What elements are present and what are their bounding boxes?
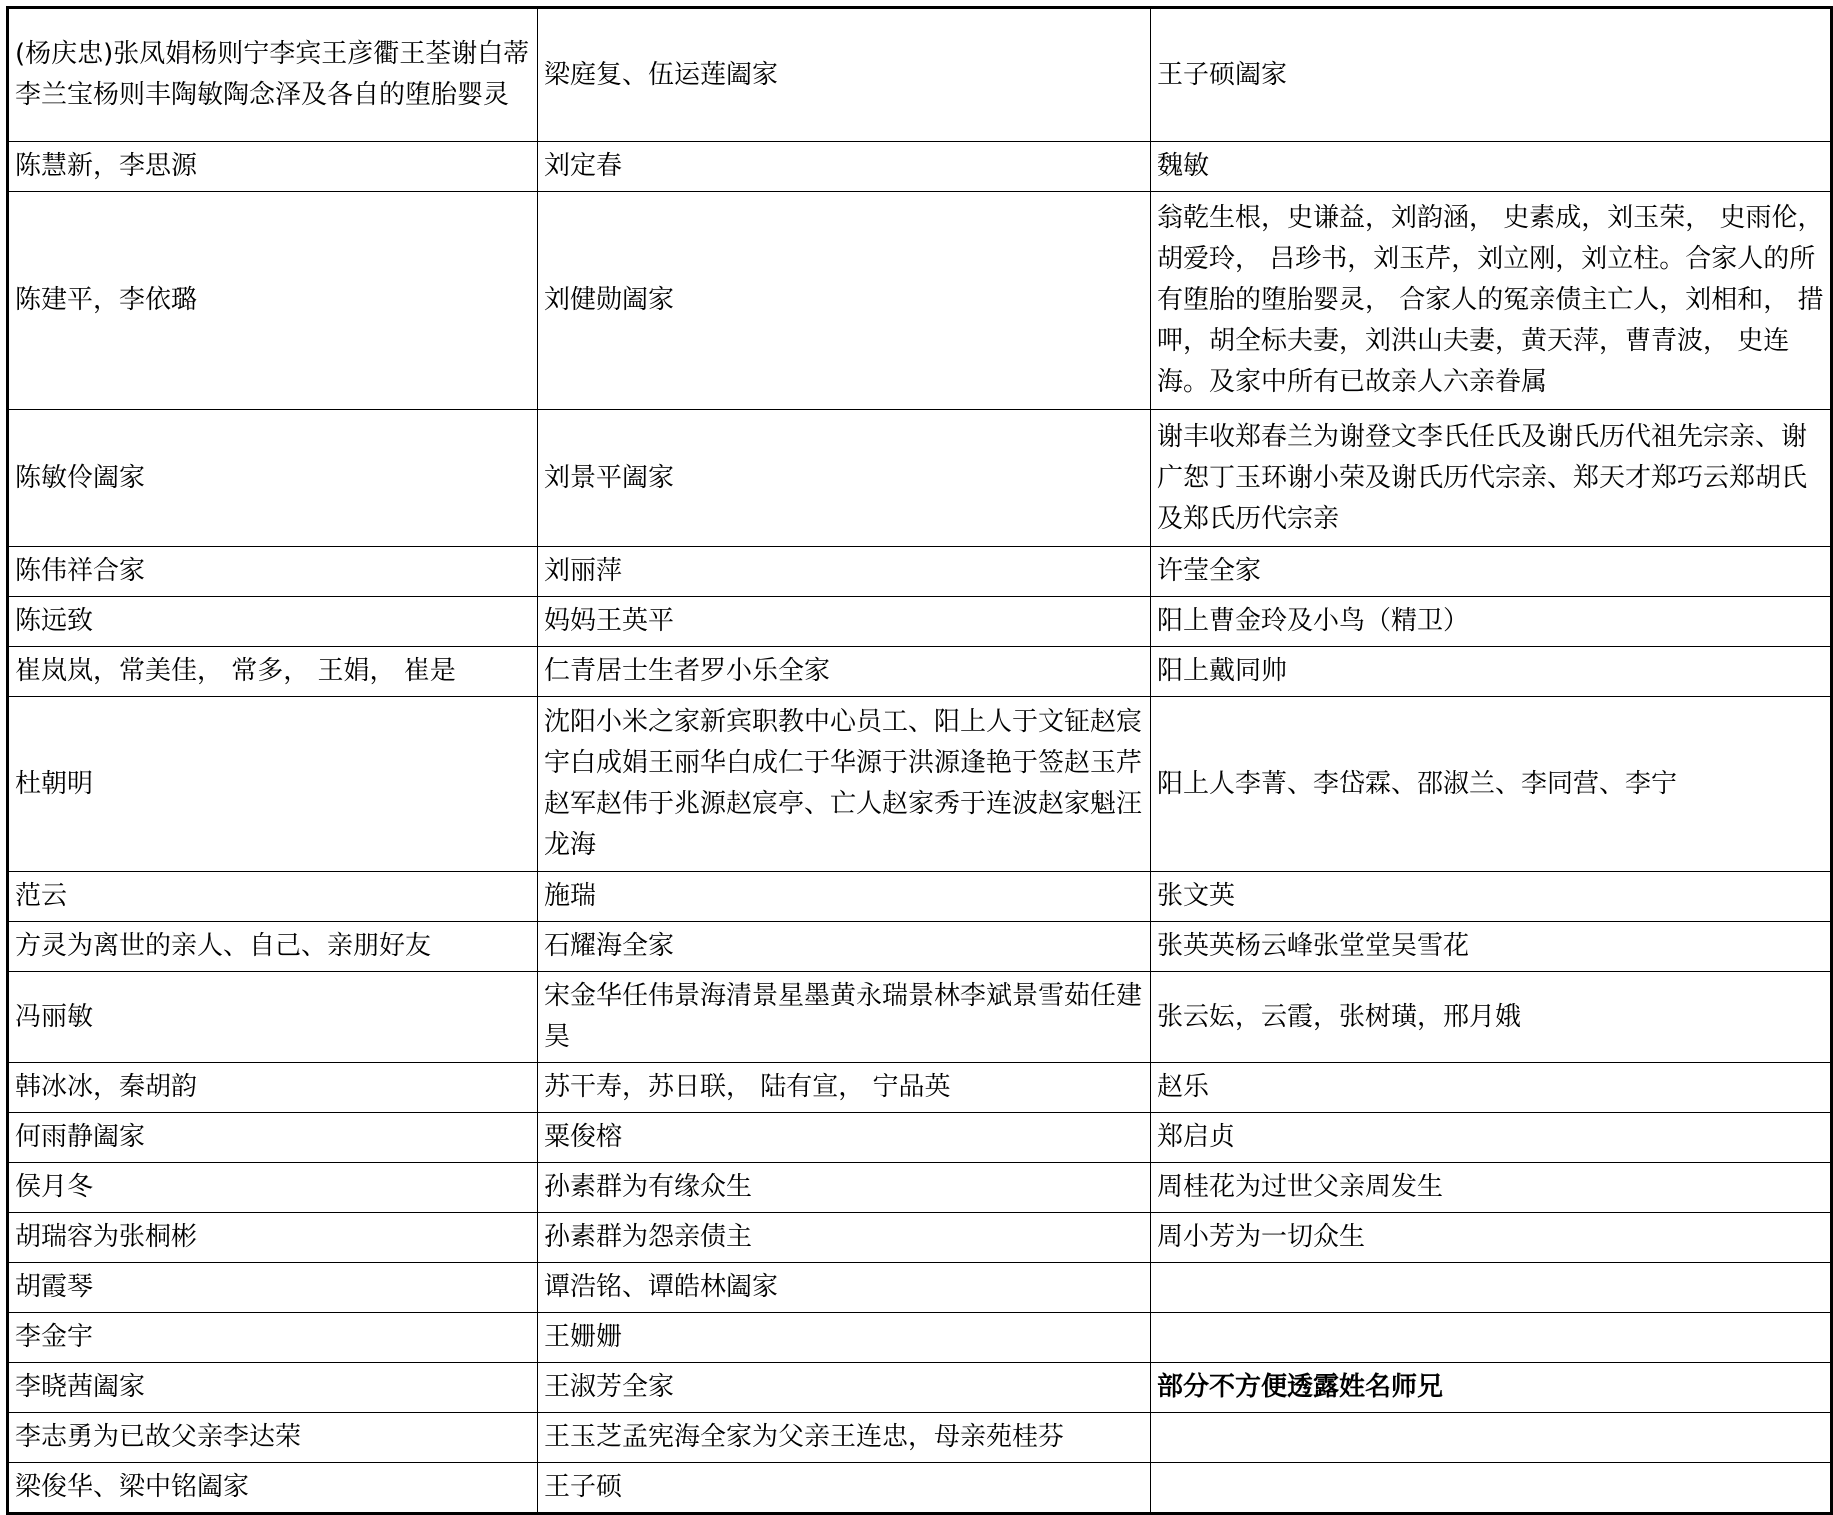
table-cell[interactable]: 周小芳为一切众生 xyxy=(1151,1213,1832,1263)
table-cell[interactable]: 刘丽萍 xyxy=(538,547,1151,597)
table-cell[interactable]: 宋金华任伟景海清景星墨黄永瑞景林李斌景雪茹任建昊 xyxy=(538,972,1151,1063)
table-cell[interactable]: 刘景平阖家 xyxy=(538,410,1151,547)
table-row xyxy=(8,1263,1832,1313)
table-cell[interactable]: 何雨静阖家 xyxy=(8,1113,538,1163)
table-row xyxy=(8,647,1832,697)
table-cell[interactable]: 部分不方便透露姓名师兄 xyxy=(1151,1363,1832,1413)
table-cell[interactable]: 谭浩铭、谭皓林阖家 xyxy=(538,1263,1151,1313)
table-cell[interactable]: 梁庭复、伍运莲阖家 xyxy=(538,8,1151,142)
table-cell[interactable]: 郑启贞 xyxy=(1151,1113,1832,1163)
table-row xyxy=(8,8,1832,142)
table-row xyxy=(8,547,1832,597)
table-cell[interactable]: 沈阳小米之家新宾职教中心员工、阳上人于文钲赵宸宇白成娟王丽华白成仁于华源于洪源逢艳于签赵玉芹赵军赵伟于兆源赵宸亭、亡人赵家秀于连波赵家魁汪龙海 xyxy=(538,697,1151,872)
table-cell[interactable]: 王姗姗 xyxy=(538,1313,1151,1363)
table-row xyxy=(8,1113,1832,1163)
table-cell[interactable]: 冯丽敏 xyxy=(8,972,538,1063)
table-cell[interactable]: 刘定春 xyxy=(538,142,1151,192)
table-cell[interactable]: 谢丰收郑春兰为谢登文李氏任氏及谢氏历代祖先宗亲、谢广恕丁玉环谢小荣及谢氏历代宗亲、郑天才郑巧云郑胡氏及郑氏历代宗亲 xyxy=(1151,410,1832,547)
table-cell[interactable]: 刘健勋阖家 xyxy=(538,192,1151,410)
table-cell[interactable]: 施瑞 xyxy=(538,872,1151,922)
table-cell[interactable]: (杨庆忠)张凤娟杨则宁李宾王彦衢王荃谢白蒂李兰宝杨则丰陶敏陶念泽及各自的堕胎婴灵 xyxy=(8,8,538,142)
table-cell[interactable]: 陈远致 xyxy=(8,597,538,647)
table-row xyxy=(8,597,1832,647)
table-cell[interactable]: 李志勇为已故父亲李达荣 xyxy=(8,1413,538,1463)
table-cell[interactable]: 崔岚岚，常美佳， 常多， 王娟， 崔是 xyxy=(8,647,538,697)
table-row xyxy=(8,1213,1832,1263)
table-cell[interactable]: 韩冰冰，秦胡韵 xyxy=(8,1063,538,1113)
table-cell[interactable]: 赵乐 xyxy=(1151,1063,1832,1113)
table-row xyxy=(8,1313,1832,1363)
table-cell[interactable] xyxy=(1151,1313,1832,1363)
table-row xyxy=(8,1363,1832,1413)
table-cell[interactable]: 阳上戴同帅 xyxy=(1151,647,1832,697)
table-cell[interactable]: 苏干寿，苏日联， 陆有宣， 宁品英 xyxy=(538,1063,1151,1113)
table-cell[interactable] xyxy=(1151,1263,1832,1313)
table-cell[interactable]: 陈伟祥合家 xyxy=(8,547,538,597)
table-cell[interactable]: 阳上人李菁、李岱霖、邵淑兰、李同营、李宁 xyxy=(1151,697,1832,872)
table-row xyxy=(8,1163,1832,1213)
table-row xyxy=(8,192,1832,410)
table-cell[interactable]: 陈慧新，李思源 xyxy=(8,142,538,192)
table-cell[interactable]: 石耀海全家 xyxy=(538,922,1151,972)
table-row xyxy=(8,872,1832,922)
table-cell[interactable] xyxy=(1151,1413,1832,1463)
table-cell[interactable]: 陈建平，李依璐 xyxy=(8,192,538,410)
table-row xyxy=(8,142,1832,192)
table-cell[interactable]: 王淑芳全家 xyxy=(538,1363,1151,1413)
table-cell[interactable]: 范云 xyxy=(8,872,538,922)
table-cell[interactable]: 王子硕阖家 xyxy=(1151,8,1832,142)
table-cell[interactable]: 杜朝明 xyxy=(8,697,538,872)
table-cell[interactable] xyxy=(1151,1463,1832,1514)
table-cell[interactable]: 王玉芝孟宪海全家为父亲王连忠，母亲苑桂芬 xyxy=(538,1413,1151,1463)
table-row xyxy=(8,1463,1832,1514)
table-cell[interactable]: 粟俊榕 xyxy=(538,1113,1151,1163)
table-cell[interactable]: 陈敏伶阖家 xyxy=(8,410,538,547)
names-table xyxy=(6,6,1833,1515)
table-cell[interactable]: 李金宇 xyxy=(8,1313,538,1363)
table-cell[interactable]: 胡瑞容为张桐彬 xyxy=(8,1213,538,1263)
table-cell[interactable]: 梁俊华、梁中铭阖家 xyxy=(8,1463,538,1514)
table-cell[interactable]: 方灵为离世的亲人、自己、亲朋好友 xyxy=(8,922,538,972)
table-cell[interactable]: 张英英杨云峰张堂堂吴雪花 xyxy=(1151,922,1832,972)
table-cell[interactable]: 翁乾生根，史谦益，刘韵涵， 史素成，刘玉荣， 史雨伦，胡爱玲， 吕珍书，刘玉芹，刘立刚，刘立柱。合家人的所有堕胎的堕胎婴灵， 合家人的冤亲债主亡人，刘相和， 措呷，胡全标夫妻，刘洪山夫妻，黄天萍，曹青波， 史连海。及家中所有已故亲人六亲眷属 xyxy=(1151,192,1832,410)
table-cell[interactable]: 妈妈王英平 xyxy=(538,597,1151,647)
table-cell[interactable]: 孙素群为有缘众生 xyxy=(538,1163,1151,1213)
table-row xyxy=(8,922,1832,972)
table-cell[interactable]: 胡霞琴 xyxy=(8,1263,538,1313)
table-row xyxy=(8,1063,1832,1113)
table-cell[interactable]: 仁青居士生者罗小乐全家 xyxy=(538,647,1151,697)
table-row xyxy=(8,410,1832,547)
table-cell[interactable]: 魏敏 xyxy=(1151,142,1832,192)
table-cell[interactable]: 阳上曹金玲及小鸟（精卫） xyxy=(1151,597,1832,647)
table-cell[interactable]: 孙素群为怨亲债主 xyxy=(538,1213,1151,1263)
table-cell[interactable]: 王子硕 xyxy=(538,1463,1151,1514)
spreadsheet-area xyxy=(6,6,1830,1502)
table-cell[interactable]: 周桂花为过世父亲周发生 xyxy=(1151,1163,1832,1213)
table-row xyxy=(8,1413,1832,1463)
table-cell[interactable]: 侯月冬 xyxy=(8,1163,538,1213)
table-cell[interactable]: 张云妘，云霞，张树璜，邢月娥 xyxy=(1151,972,1832,1063)
table-cell[interactable]: 张文英 xyxy=(1151,872,1832,922)
table-row xyxy=(8,697,1832,872)
table-cell[interactable]: 李晓茜阖家 xyxy=(8,1363,538,1413)
table-cell[interactable]: 许莹全家 xyxy=(1151,547,1832,597)
table-row xyxy=(8,972,1832,1063)
